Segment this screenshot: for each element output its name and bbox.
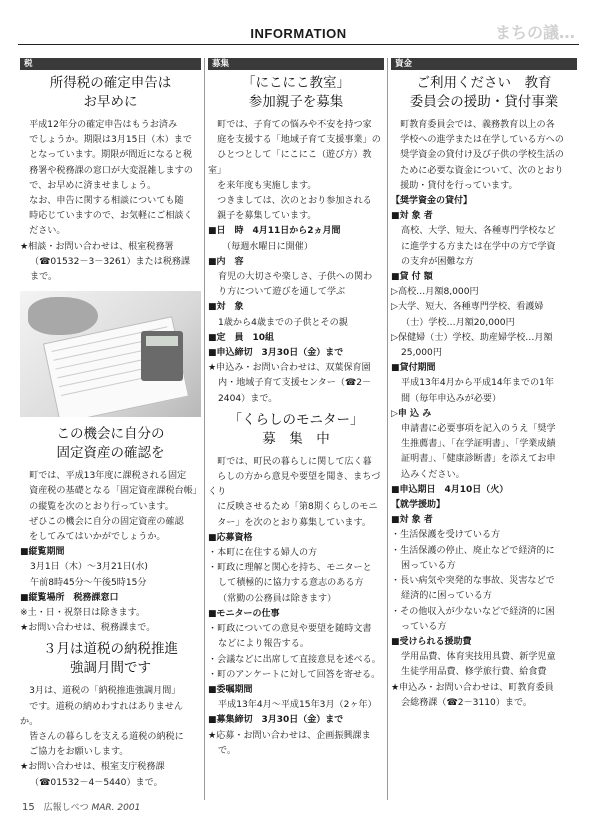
section-value: 高校、大学、短大、各種専門学校など に進学する方または在学中の方で学資 の支弁が困難な方: [401, 226, 556, 267]
section-label: ■対 象 者: [391, 515, 433, 526]
category-label: 税: [20, 58, 201, 70]
section-label: ▷申 込 み: [391, 408, 432, 419]
section-label: ■縦覧場所 税務課窓口: [20, 592, 119, 603]
article-heading: この機会に自分の 固定資産の確認を: [56, 426, 165, 462]
item-content: ■内 容: [208, 256, 244, 267]
page-number: 15: [22, 802, 35, 813]
section-label: ■貸付期間: [391, 363, 436, 374]
section-label: ■対 象 者: [391, 211, 433, 222]
bleed-text: まちの議…: [494, 23, 575, 42]
tax-form-photo: [20, 291, 201, 417]
page-footer: [22, 800, 140, 813]
section-value: ・生活保護を受けている方 ・生活保護の停止、廃止などで経済的に 困っている方 ・長い病気や突発的な事故、災害などで 経済的に困っている方 ・その他収入が少ないなどで経済的に困 っている方: [391, 530, 555, 632]
section-value: 平成13年4月～平成15年3月（2ヶ年）: [218, 700, 377, 711]
section-label: ■縦覧期間: [20, 547, 65, 558]
section-value: ・町政についての意見や要望を随時文書 などにより報告する。 ・会議などに出席して直接意見を述べる。 ・町のアンケートに対して回答を寄せる。: [208, 624, 381, 680]
section-label: ■モニターの仕事: [208, 608, 280, 619]
article-body: 町教育委員会では、義務教育以上の各 学校への進学または在学している方への 奨学資金の貸付け及び子供の学校生活の ために必要な資金について、次のとおり 援助・貸付を行っています。: [400, 120, 564, 191]
column-tax: [20, 58, 201, 791]
category-label: 資金: [391, 58, 577, 70]
column-recruit: [208, 58, 384, 759]
section-label: ■応募資格: [208, 532, 253, 543]
article-heading: ご利用ください 教育 委員会の援助・貸付事業: [409, 75, 559, 110]
contact-note: ★応募・お問い合わせは、企画振興課ま で。: [208, 730, 371, 756]
contact-note: ★相談・お問い合わせは、根室税務署 （☎01532－3－3261）または税務課 まで。: [20, 241, 191, 283]
item-deadline: ■申込締切 3月30日（金）まで: [208, 348, 344, 359]
magazine-name: 広報しべつ: [43, 803, 89, 813]
column-funds: [391, 58, 577, 711]
article-heading: 「にこにこ教室」 参加親子を募集: [242, 75, 350, 110]
item-capacity: ■定 員 10組: [208, 332, 275, 343]
column-divider: [387, 58, 388, 800]
section-label: ■委嘱期間: [208, 684, 253, 695]
section-label: ■申込期日 4月10日（火）: [391, 484, 509, 495]
article-body: 町では、平成13年度に課税される固定 資産税の基礎となる「固定資産課税台帳」 の縦覧を次のとおり行っています。 ぜひこの機会に自分の固定資産の確認 をしてみてはいかがでしょうか。: [29, 471, 202, 543]
category-label: 募集: [208, 58, 384, 70]
header-rule: [18, 44, 579, 45]
article-heading: ３月は道税の納税推進 強調月間です: [43, 641, 178, 677]
item-value: 育児の大切さや楽しさ、子供への関わ り方について遊びを通して学ぶ: [218, 272, 373, 298]
item-value: （毎週水曜日に開催）: [222, 241, 313, 252]
section-value: 3月1日（木）～3月21日(水) 午前8時45分～午後5時15分: [30, 562, 148, 588]
item-target: ■対 象: [208, 302, 244, 313]
section-value: ・本町に在住する婦人の方 ・町政に理解と関心を持ち、モニターと して積極的に協力する意志のある方 （常勤の公務員は除きます）: [208, 548, 372, 604]
section-heading: 【就学援助】: [391, 500, 446, 511]
section-label: ■貸 付 額: [391, 272, 433, 283]
section-label: ■募集締切 3月30日（金）まで: [208, 715, 344, 726]
contact-note: ★申込み・お問い合わせは、町教育委員 会総務課（☎2－3110）まで。: [391, 682, 554, 708]
notes: ※土・日・祝祭日は除きます。 ★お問い合わせは、税務課まで。: [20, 608, 156, 634]
article-heading: 所得税の確定申告は お早めに: [49, 75, 172, 110]
article-body: 3月は、道税の「納税推進強調月間」 です。道税の納めわすれはありませんか。 皆さんの暮らしを支える道税の納税に ご協力をお願いします。: [20, 686, 184, 758]
section-value: 学用品費、体育実技用具費、新学児童 生徒学用品費、修学旅行費、給食費: [401, 652, 556, 678]
section-value: ▷高校…月額8,000円 ▷大学、短大、各種専門学校、看護婦 （士）学校…月額20,000円 ▷保健婦（士）学校、助産婦学校…月額 25,000円: [391, 287, 553, 359]
section-value: 平成13年4月から平成14年までの1年 間（毎年申込みが必要）: [401, 378, 554, 404]
page-title: INFORMATION: [250, 26, 347, 41]
column-divider: [204, 58, 205, 800]
section-heading: 【奨学資金の貸付】: [391, 196, 473, 207]
article-body: 町では、子育ての悩みや不安を持つ家 庭を支援する「地域子育て支援事業」の ひとつとして「にこにこ（遊び方）教室」 を来年度も実施します。 つきましては、次のとおり参加される 親子を募集しています。: [208, 120, 381, 222]
contact-note: ★申込み・お問い合わせは、双葉保育園 内・地域子育て支援センター（☎2－ 2404）まで。: [208, 363, 372, 404]
page-header: [0, 0, 597, 50]
section-label: ■受けられる援助費: [391, 636, 472, 647]
article-heading: 「くらしのモニター」 募 集 中: [228, 411, 364, 447]
article-body: 平成12年分の確定申告はもうお済み でしょうか。期限は3月15日（木）まで となっています。期限が間近になると税 務署や税務課の窓口が大変混雑しますの で、お早めに済ませましょう。 なお、申告に関する相談についても随 時応じていますので、お気軽にご相談く ださい。: [29, 120, 193, 237]
article-body: 町では、町民の暮らしに関して広く暮 らしの方から意見や要望を聞き、まちづくり に反映させるため「第8期くらしのモニ ター」を次のとおり募集しています。: [208, 456, 381, 528]
item-value: 1歳から4歳までの子供とその親: [218, 317, 348, 328]
item-schedule: ■日 時 4月11日から2ヵ月間: [208, 226, 341, 237]
issue-date: MAR. 2001: [91, 803, 141, 813]
section-value: 申請書に必要事項を記入のうえ「奨学 生推薦書」、「在学証明書」、「学業成績 証明書」、「健康診断書」を添えてお申 込みください。: [401, 424, 556, 480]
contact-note: ★お問い合わせは、根室支庁税務課 （☎01532－4－5440）まで。: [20, 762, 165, 788]
